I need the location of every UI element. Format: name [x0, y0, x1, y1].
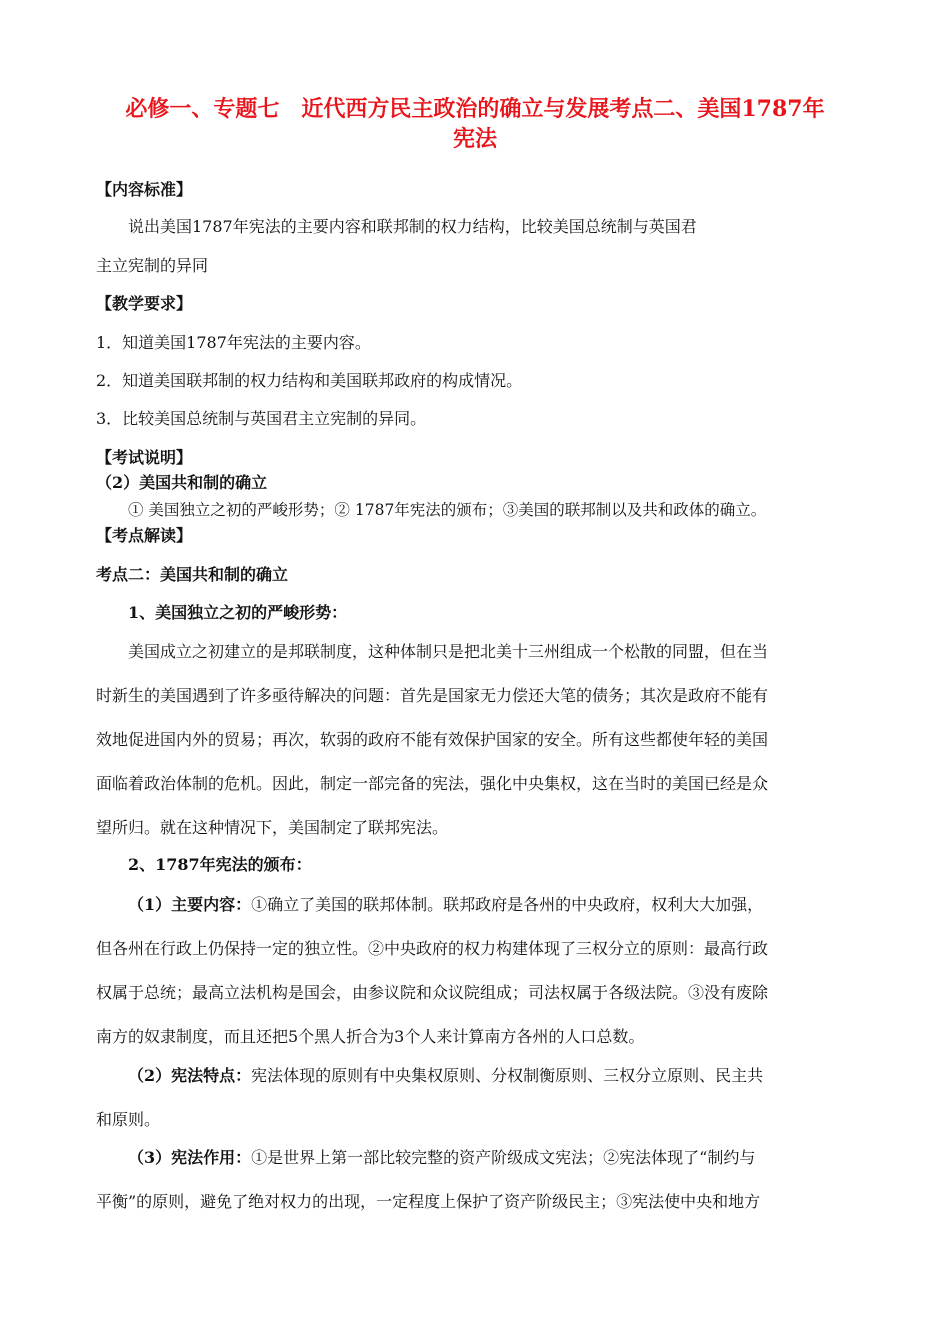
content-2-line-2: 和原则。 — [96, 1110, 161, 1129]
subheading-1: 1、美国独立之初的严峻形势： — [128, 603, 348, 622]
section-heading-exam: 【考试说明】 — [96, 448, 193, 467]
content-3-line-2: 平衡”的原则，避免了绝对权力的出现，一定程度上保护了资产阶级民主；③宪法使中央和地方 — [96, 1192, 761, 1211]
section-heading-content-standard: 【内容标准】 — [96, 180, 193, 199]
paragraph-1-line-4: 面临着政治体制的危机。因此，制定一部完备的宪法，强化中央集权，这在当时的美国已经是众 — [96, 774, 769, 793]
standard-text-line-2: 主立宪制的异同 — [96, 256, 209, 275]
title-line-1: 必修一、专题七 近代西方民主政治的确立与发展考点二、美国1787年 — [125, 96, 825, 122]
paragraph-1-line-3: 效地促进国内外的贸易；再次，软弱的政府不能有效保护国家的安全。所有这些都使年轻的美国 — [96, 730, 769, 749]
content-3-label: （3）宪法作用： — [128, 1148, 252, 1167]
content-1-label: （1）主要内容： — [128, 895, 252, 914]
document-title — [90, 94, 860, 154]
section-heading-interpretation: 【考点解读】 — [96, 526, 193, 545]
title-line-2: 宪法 — [452, 126, 497, 152]
exam-subheading: （2）美国共和制的确立 — [96, 473, 268, 492]
content-2-text: 宪法体现的原则有中央集权原则、分权制衡原则、三权分立原则、民主共 — [251, 1066, 764, 1085]
teaching-requirement-3: 3．比较美国总统制与英国君主立宪制的异同。 — [96, 409, 427, 428]
paragraph-1-line-5: 望所归。就在这种情况下，美国制定了联邦宪法。 — [96, 818, 449, 837]
content-3-text: ①是世界上第一部比较完整的资产阶级成文宪法；②宪法体现了“制约与 — [251, 1148, 756, 1167]
standard-text-line-1: 说出美国1787年宪法的主要内容和联邦制的权力结构，比较美国总统制与英国君 — [128, 217, 697, 236]
content-3-line-1 — [128, 1148, 755, 1168]
content-1-line-2: 但各州在行政上仍保持一定的独立性。②中央政府的权力构建体现了三权分立的原则：最高行政 — [96, 939, 769, 958]
paragraph-1-line-2: 时新生的美国遇到了许多亟待解决的问题：首先是国家无力偿还大笔的债务；其次是政府不能有 — [96, 686, 769, 705]
teaching-requirement-2: 2．知道美国联邦制的权力结构和美国联邦政府的构成情况。 — [96, 371, 523, 390]
content-1-text: ①确立了美国的联邦体制。联邦政府是各州的中央政府，权利大大加强， — [251, 895, 764, 914]
content-1-line-1 — [128, 895, 763, 915]
teaching-requirement-1: 1．知道美国1787年宪法的主要内容。 — [96, 333, 371, 352]
exam-items: ① 美国独立之初的严峻形势；② 1787年宪法的颁布；③美国的联邦制以及共和政体的确立。 — [128, 501, 767, 519]
subheading-2: 2、1787年宪法的颁布： — [128, 855, 312, 874]
section-heading-teaching: 【教学要求】 — [96, 294, 193, 313]
key-point-2-title: 考点二：美国共和制的确立 — [96, 565, 289, 584]
content-2-label: （2）宪法特点： — [128, 1066, 252, 1085]
content-1-line-3: 权属于总统；最高立法机构是国会，由参议院和众议院组成；司法权属于各级法院。③没有废除 — [96, 983, 769, 1002]
paragraph-1-line-1: 美国成立之初建立的是邦联制度，这种体制只是把北美十三州组成一个松散的同盟，但在当 — [128, 642, 769, 661]
content-2-line-1 — [128, 1066, 763, 1086]
content-1-line-4: 南方的奴隶制度，而且还把5个黑人折合为3个人来计算南方各州的人口总数。 — [96, 1027, 645, 1046]
